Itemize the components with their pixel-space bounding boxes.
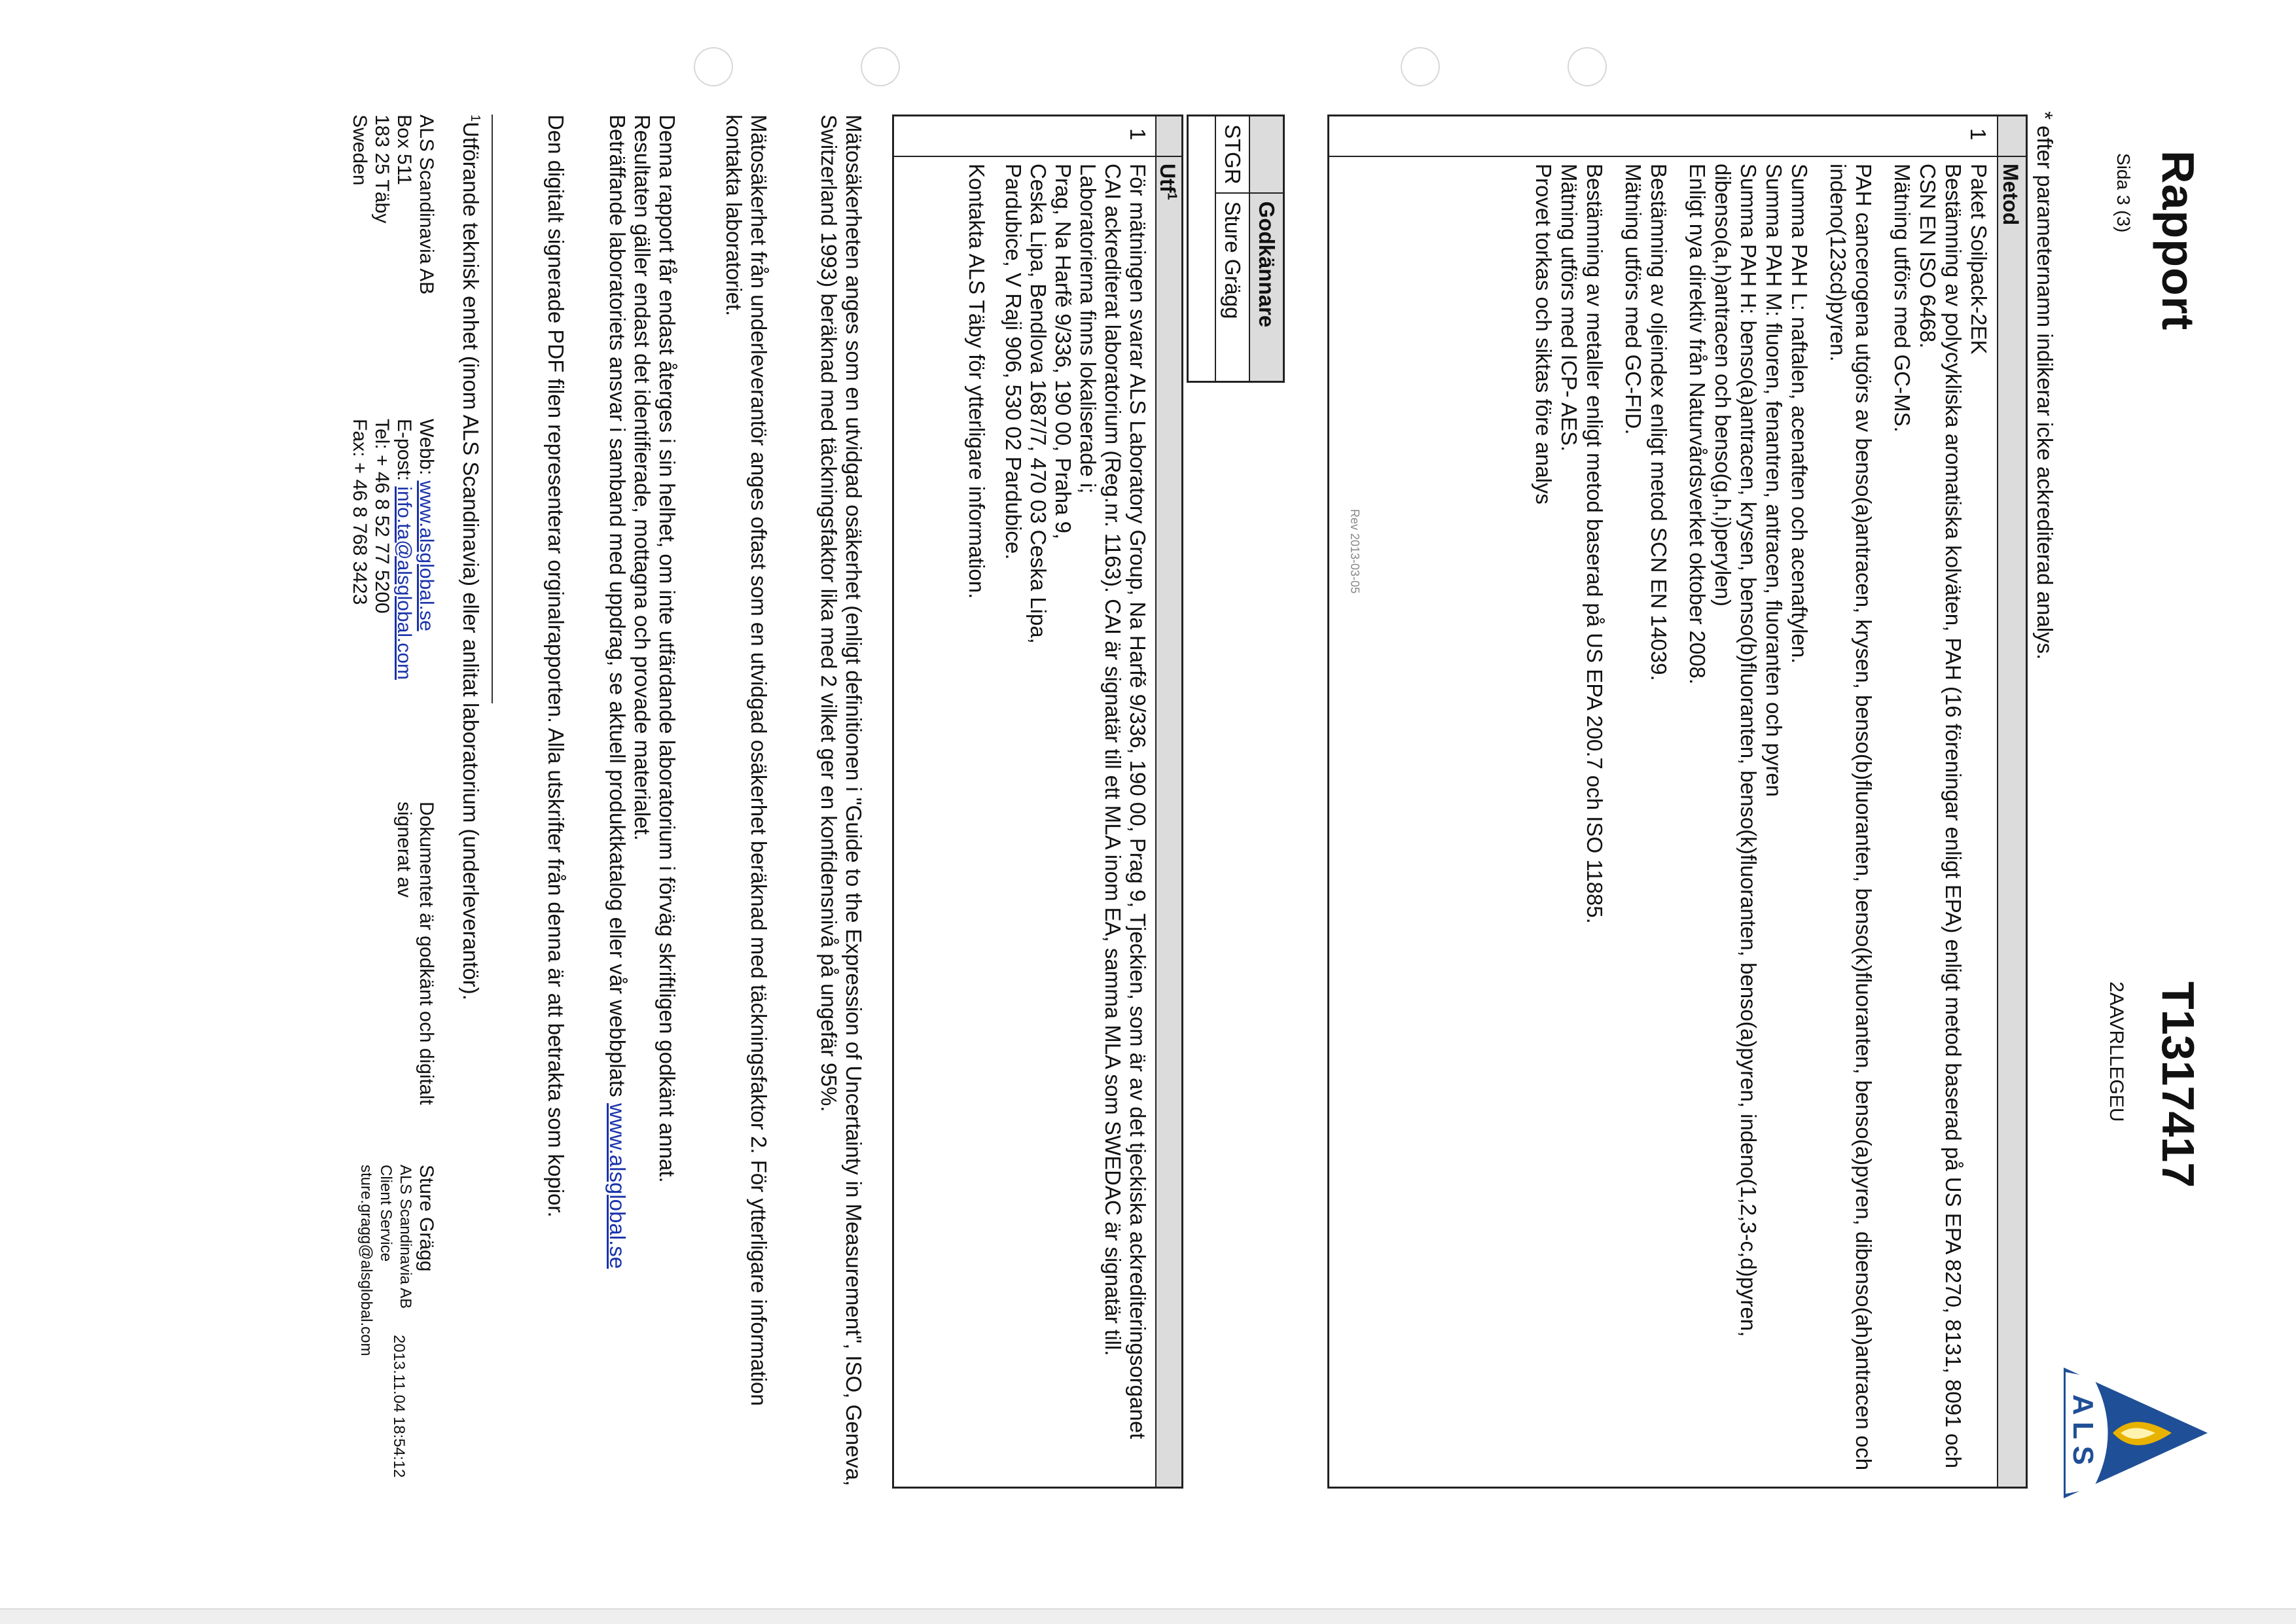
utf-content: För mätningen svarar ALS Laboratory Group, Na Harfě 9/336, 190 00, Prag 9, Tjeckien, som är av det tjeckiska ackrediteringsorganet CAI ackrediterat laboratorium (Reg.nr. 1163). CAI är signatär till ett MLA inom EA, samma MLA som SWEDAC är signatär till. Laboratorierna finns lokaliserade i; Prag, Na Harfě 9/336, 190 00, Praha 9, Ceska Lipa, Bendlova 1687/7, 470 03 Ceska Lipa, Pardubice, V Raji 906, 530 02 Pardubice. Kontakta ALS Täby för ytterligare information.: [965, 164, 1150, 1439]
approver-code: STGR: [1215, 116, 1249, 193]
footer-address: ALS Scandinavia AB Box 511 183 25 Täby Sweden: [349, 115, 437, 295]
report-number: T1317417: [2153, 981, 2204, 1188]
email-label: E-post:: [393, 419, 415, 482]
approver-name: Sture Grägg: [1215, 193, 1249, 381]
footer-signer: Sture Grägg ALS Scandinavia AB Client Service sture.gragg@alsglobal.com: [357, 1165, 437, 1356]
footer-signed: [393, 802, 437, 1105]
reproduction-paragraph: Denna rapport får endast återges i sin helhet, om inte utfärdande laboratorium i förväg skriftligen godkänt annat. Resultaten gäller endast det identifierade, mottagna och provade materialet. Beträffande laboratoriets ansvar i samband med uppdrag, se aktuell produktkatalog eller vår webbplats www.alsglobal.se: [605, 115, 679, 1269]
utf-table-header: [1155, 116, 1181, 1487]
signed-line-2: signerat av: [393, 802, 415, 898]
approver-header: Godkännare: [1249, 193, 1283, 381]
footnote-divider: [492, 115, 493, 703]
signature-timestamp: 2013.11.04 18:54:12: [390, 1335, 408, 1478]
footnote: [458, 115, 483, 1000]
row-number: 1: [1126, 128, 1150, 141]
utf-table: [892, 115, 1183, 1489]
svg-text:ALS: ALS: [2067, 1394, 2099, 1472]
email-link[interactable]: info.ta@alsglobal.com: [393, 486, 415, 680]
utf-header-label: Utf$^1$: [1156, 164, 1179, 200]
page-title: Rapport: [2153, 150, 2204, 331]
footer-contact: [348, 419, 437, 680]
method-table-header: [1997, 116, 2026, 1487]
method-table: [1327, 115, 2028, 1489]
signed-line-1: Dokumentet är godkänt och digitalt: [416, 802, 437, 1105]
web-label: Webb:: [416, 419, 437, 476]
method-header-label: Metod: [1999, 164, 2022, 226]
digital-signature-paragraph: Den digitalt signerade PDF filen representerar orginalrapporten. Alla utskrifter från denna är att betrakta som kopior.: [544, 115, 568, 1218]
tel: Tel: + 46 8 52 77 5200: [371, 419, 393, 614]
project-code: 2AAVRLLEGEU: [2106, 981, 2127, 1122]
footnote-text: Utförande teknisk enhet (inom ALS Scandinavia) eller anlitat laboratorium (underleverantör).: [459, 122, 483, 1000]
signer-name: Sture Grägg: [416, 1165, 437, 1272]
subcontractor-paragraph: Mätosäkerhet från underleverantör anges oftast som en utvidgad osäkerhet beräknad med täckningsfaktor 2. För ytterligare information kontakta laboratoriet.: [722, 115, 771, 1406]
als-logo-icon: [2054, 1364, 2211, 1502]
website-link[interactable]: www.alsglobal.se: [605, 1103, 630, 1269]
page-number: Sida 3 (3): [2113, 153, 2134, 233]
accreditation-note: * efter parameternamn indikerar icke ackrediterad analys.: [2033, 111, 2057, 660]
fax: Fax: + 46 8 768 3423: [349, 419, 370, 605]
row-number: 1: [1966, 128, 1990, 141]
method-content: Paket Soilpack-2EK Bestämning av polycykliska aromatiska kolväten, PAH (16 föreningar enligt EPA) enligt metod baserad på US EPA 8270, 8131, 8091 och CSN EN ISO 6468. Mätning utförs med GC-MS. PAH cancerogena utgörs av benso(a)antracen, krysen, benso(b)fluoranten, benso(k)fluoranten, benso(a)pyren, dibenso(ah)antracen och indeno(123cd)pyren. Summa PAH L: naftalen, acenaften och acenaftylen. Summa PAH M: fluoren, fenantren, antracen, fluoranten och pyren Summa PAH H: benso(a)antracen, krysen, benso(b)fluoranten, benso(k)fluoranten, benso(a)pyren, indeno(1,2,3-c,d)pyren, dibenso(a,h)antracen och benso(g,h,i)perylen) Enligt nya direktiv från Naturvårdsverket oktober 2008. Bestämning av oljeindex enligt metod SCN EN 14039. Mätning utförs med GC-FID. Bestämning av metaller enligt metod baserad på US EPA 200.7 och ISO 11885. Mätning utförs med ICP- AES. Provet torkas och siktas före analys: [1532, 164, 1991, 1471]
uncertainty-paragraph: Mätosäkerheten anges som en utvidgad osäkerhet (enligt definitionen i "Guide to the Expression of Uncertainty in Measurement", ISO, Geneva, Switzerland 1993) beräknad med täckningsfaktor lika med 2 vilket ger en konfidensnivå på ungefär 95%.: [817, 115, 866, 1487]
approver-table: [1187, 115, 1285, 383]
revision-stamp: Rev 2013-03-05: [1348, 509, 1361, 594]
footnote-marker: 1: [468, 115, 482, 122]
web-link[interactable]: www.alsglobal.se: [416, 480, 437, 631]
